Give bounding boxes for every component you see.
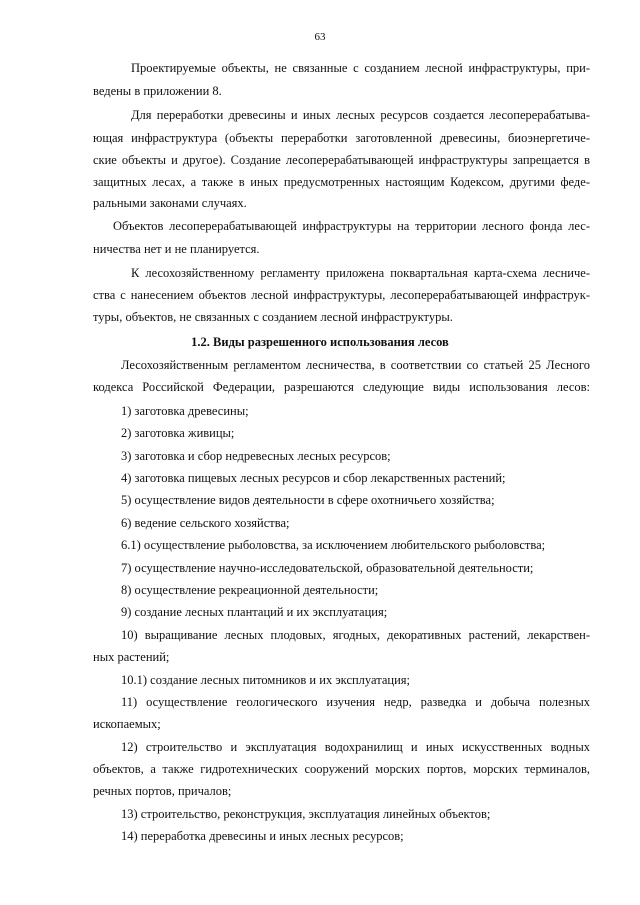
list-item-continuation: ных растений;: [93, 650, 170, 664]
list-item: 8) осуществление рекреационной деятельности;: [121, 583, 379, 597]
list-item: 10.1) создание лесных питомников и их эксплуатация;: [121, 673, 410, 687]
paragraph-line: К лесохозяйственному регламенту приложена поквартальная карта-схема лесниче-: [131, 266, 590, 280]
list-item: 11) осуществление геологического изучения недр, разведка и добыча полезных: [121, 695, 590, 709]
list-item: 9) создание лесных плантаций и их эксплуатация;: [121, 605, 388, 619]
intro-line: кодекса Российской Федерации, разрешаются следующие виды использования лесов:: [93, 380, 590, 394]
paragraph-line: Объектов лесоперерабатывающей инфраструктуры на территории лесного фонда лес-: [113, 219, 590, 233]
paragraph-line: туры, объектов, не связанных с созданием лесной инфраструктуры.: [93, 310, 453, 324]
list-item: 13) строительство, реконструкция, эксплуатация линейных объектов;: [121, 807, 491, 821]
paragraph-line: защитных лесах, а также в иных предусмотренных настоящим Кодексом, другими феде-: [93, 175, 590, 189]
page-number: 63: [314, 31, 326, 43]
list-item: 7) осуществление научно-исследовательской, образовательной деятельности;: [121, 561, 534, 575]
list-item: 6) ведение сельского хозяйства;: [121, 516, 290, 530]
paragraph-line: ства с нанесением объектов лесной инфраструктуры, лесоперерабатывающей инфраструк-: [93, 288, 590, 302]
list-item: 6.1) осуществление рыболовства, за исключением любительского рыболовства;: [121, 538, 546, 552]
list-item-continuation: ископаемых;: [93, 717, 161, 731]
paragraph-line: ющая инфраструктура (объекты переработки заготовленной древесины, биоэнергетиче-: [93, 131, 590, 145]
section-heading: 1.2. Виды разрешенного использования лесов: [191, 335, 449, 349]
intro-line: Лесохозяйственным регламентом лесничества, в соответствии со статьей 25 Лесного: [121, 358, 590, 372]
paragraph-line: Проектируемые объекты, не связанные с созданием лесной инфраструктуры, при-: [131, 61, 590, 75]
paragraph-line: ведены в приложении 8.: [93, 84, 222, 98]
list-item: 3) заготовка и сбор недревесных лесных ресурсов;: [121, 449, 391, 463]
list-item: 1) заготовка древесины;: [121, 404, 249, 418]
list-item: 4) заготовка пищевых лесных ресурсов и сбор лекарственных растений;: [121, 471, 506, 485]
paragraph-line: Для переработки древесины и иных лесных ресурсов создается лесоперерабатыва-: [131, 108, 590, 122]
list-item-continuation: объектов, а также гидротехнических сооружений морских портов, морских терминалов,: [93, 762, 590, 776]
paragraph-line: ничества нет и не планируется.: [93, 242, 260, 256]
list-item: 5) осуществление видов деятельности в сфере охотничьего хозяйства;: [121, 493, 495, 507]
list-item-continuation: речных портов, причалов;: [93, 784, 232, 798]
list-item: 14) переработка древесины и иных лесных ресурсов;: [121, 829, 404, 843]
list-item: 12) строительство и эксплуатация водохранилищ и иных искусственных водных: [121, 740, 590, 754]
list-item: 10) выращивание лесных плодовых, ягодных, декоративных растений, лекарствен-: [121, 628, 590, 642]
paragraph-line: ские объекты и другое). Создание лесоперерабатывающей инфраструктуры запрещается в: [93, 153, 590, 167]
paragraph-line: ральными законами случаях.: [93, 196, 247, 210]
list-item: 2) заготовка живицы;: [121, 426, 235, 440]
